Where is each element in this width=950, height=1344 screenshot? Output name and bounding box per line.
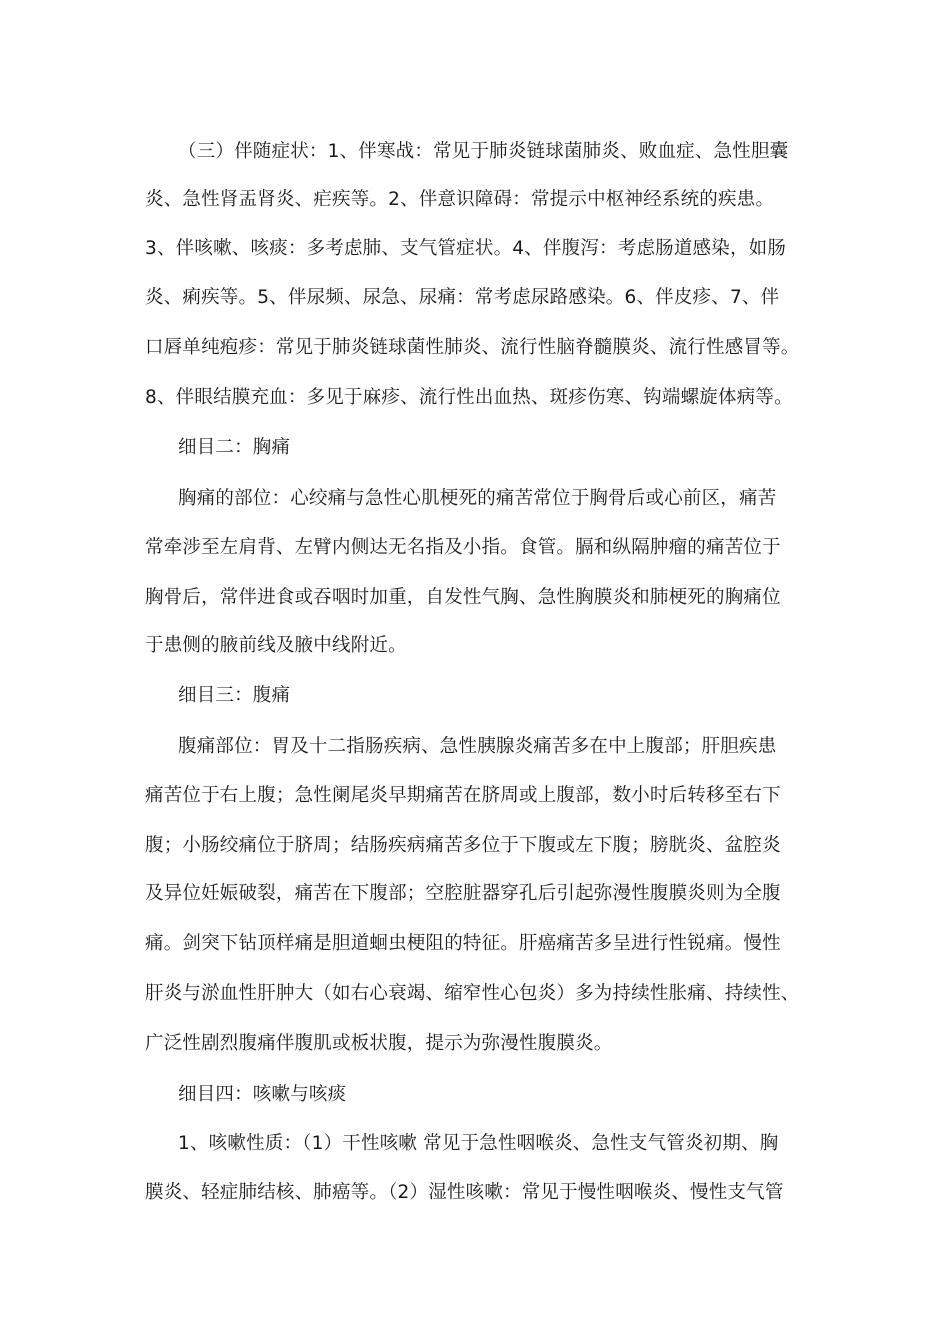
text-line: 1、咳嗽性质：（1）干性咳嗽 常见于急性咽喉炎、急性支气管炎初期、胸 [178,1133,779,1154]
text-line: 肝炎与淤血性肝肿大（如右心衰竭、缩窄性心包炎）多为持续性胀痛、持续性、 [145,983,800,1004]
text-line: 口唇单纯疱疹：常见于肺炎链球菌性肺炎、流行性脑脊髓膜炎、流行性感冒等。 [145,337,800,358]
section-heading: 细目四：咳嗽与咳痰 [178,1084,347,1105]
text-line: 8、伴眼结膜充血：多见于麻疹、流行性出血热、斑疹伤寒、钩端螺旋体病等。 [145,387,793,408]
text-line: 胸痛的部位：心绞痛与急性心肌梗死的痛苦常位于胸骨后或心前区，痛苦 [178,488,777,509]
text-line: 3、伴咳嗽、咳痰：多考虑肺、支气管症状。4、伴腹泻：考虑肠道感染，如肠 [145,238,787,259]
text-line: 及异位妊娠破裂，痛苦在下腹部；空腔脏器穿孔后引起弥漫性腹膜炎则为全腹 [145,883,781,904]
text-line: 胸骨后，常伴进食或吞咽时加重，自发性气胸、急性胸膜炎和肺梗死的胸痛位 [145,587,781,608]
text-line: 于患侧的腋前线及腋中线附近。 [145,635,407,656]
section-heading: 细目三：腹痛 [178,685,291,706]
text-line: 炎、痢疾等。5、伴尿频、尿急、尿痛：常考虑尿路感染。6、伴皮疹、7、伴 [145,287,780,308]
text-line: （三）伴随症状：1、伴寒战：常见于肺炎链球菌肺炎、败血症、急性胆囊 [178,141,789,162]
text-line: 痛。剑突下钻顶样痛是胆道蛔虫梗阻的特征。肝癌痛苦多呈进行性锐痛。慢性 [145,933,781,954]
text-line: 常牵涉至左肩背、左臂内侧达无名指及小指。食管。膈和纵隔肿瘤的痛苦位于 [145,537,781,558]
section-heading: 细目二：胸痛 [178,437,291,458]
text-line: 炎、急性肾盂肾炎、疟疾等。2、伴意识障碍：常提示中枢神经系统的疾患。 [145,189,775,210]
text-line: 痛苦位于右上腹；急性阑尾炎早期痛苦在脐周或上腹部，数小时后转移至右下 [145,785,781,806]
text-line: 腹；小肠绞痛位于脐周；结肠疾病痛苦多位于下腹或左下腹；膀胱炎、盆腔炎 [145,835,781,856]
text-line: 广泛性剧烈腹痛伴腹肌或板状腹，提示为弥漫性腹膜炎。 [145,1033,613,1054]
text-line: 腹痛部位：胃及十二指肠疾病、急性胰腺炎痛苦多在中上腹部；肝胆疾患 [178,736,777,757]
text-line: 膜炎、轻症肺结核、肺癌等。（2）湿性咳嗽：常见于慢性咽喉炎、慢性支气管 [145,1182,784,1203]
